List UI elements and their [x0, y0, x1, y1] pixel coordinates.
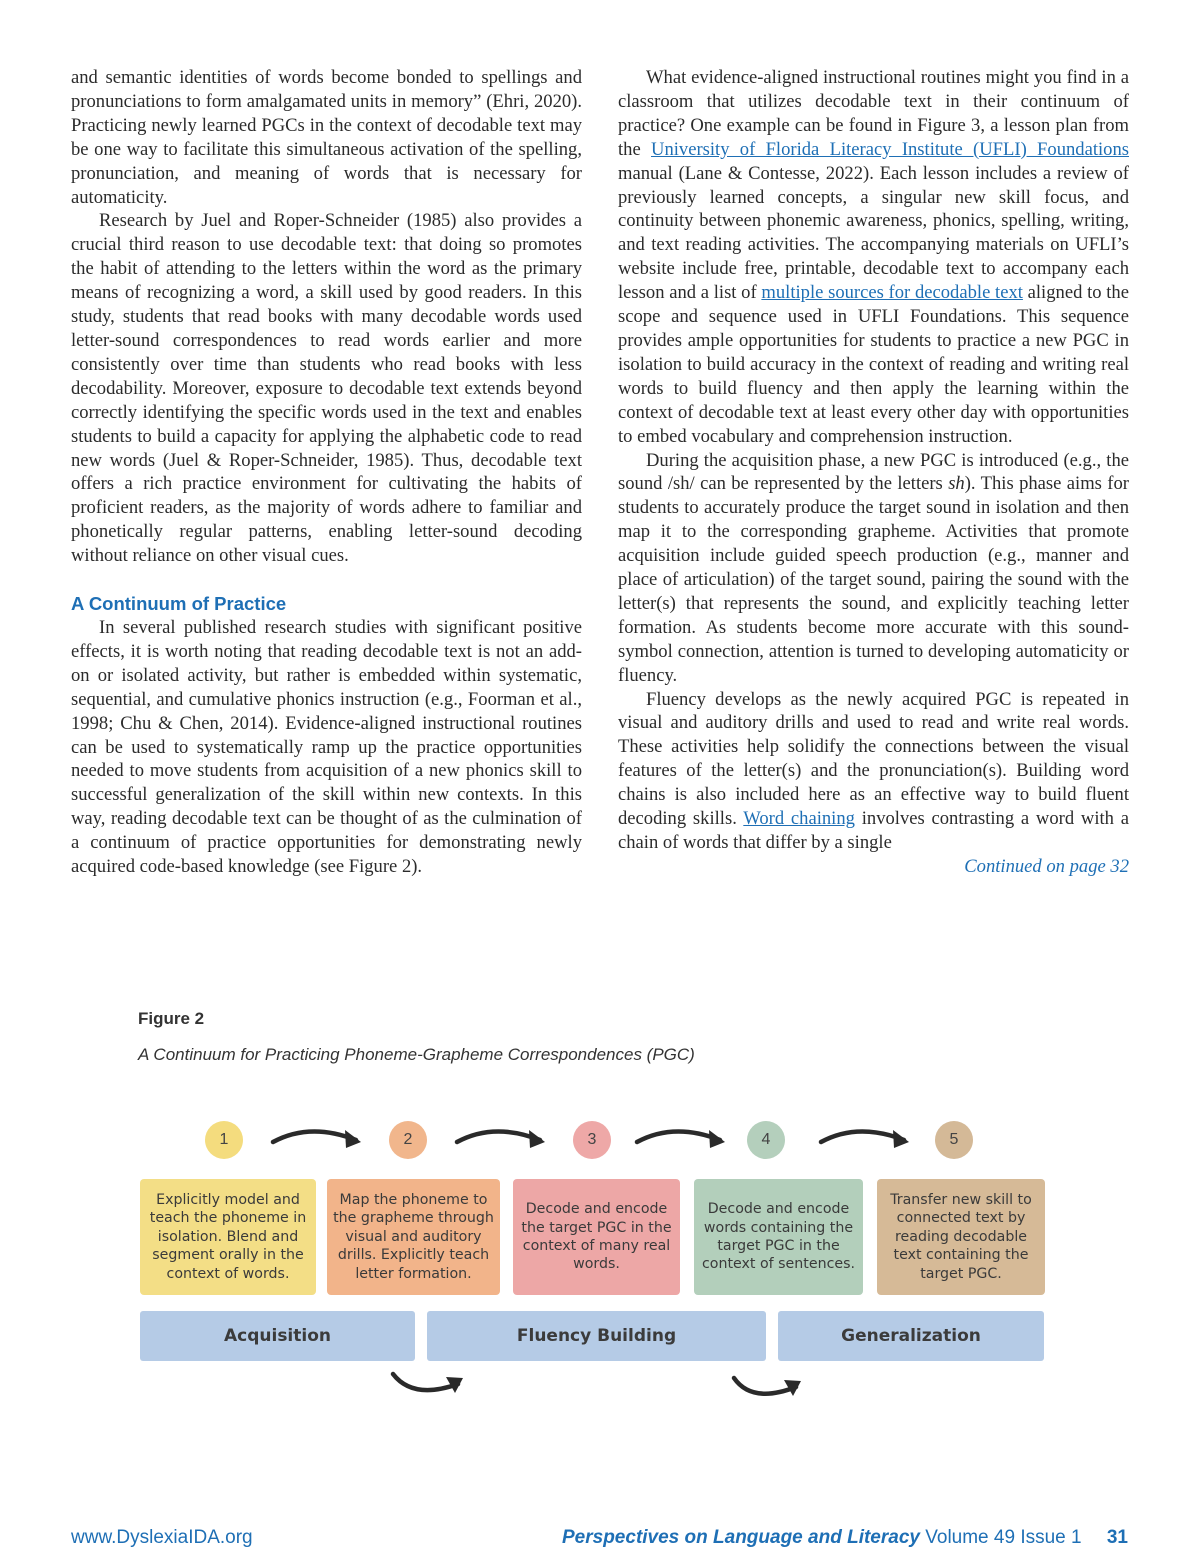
phase-acquisition: Acquisition: [140, 1311, 415, 1361]
curved-arrow-icon: [457, 1131, 540, 1142]
arrowhead-icon: [709, 1130, 725, 1148]
decodable-text-sources-link[interactable]: multiple sources for decodable text: [761, 282, 1023, 304]
step-number-3: 3: [573, 1121, 611, 1159]
arrowhead-icon: [893, 1130, 909, 1148]
arrowhead-icon: [345, 1130, 361, 1148]
paragraph: and semantic identities of words become bonded to spellings and pronunciations to form amalgamated units in memory” (Ehri, 2020). Practicing newly learned PGCs in the context of decodable text may be one way to facilitate this simultaneous activation of the spelling, pronunciation, and meaning of words that is necessary for automaticity.: [71, 67, 582, 208]
step-number-2: 2: [389, 1121, 427, 1159]
curved-arrow-icon: [637, 1131, 720, 1142]
continued-note: Continued on page 32: [964, 855, 1129, 877]
arrowhead-icon: [446, 1377, 463, 1393]
step-number-4: 4: [747, 1121, 785, 1159]
ufli-foundations-link[interactable]: University of Florida Literacy Institute (UFLI) Foundations: [651, 138, 1129, 160]
curved-arrow-icon: [821, 1131, 904, 1142]
step-box-2: Map the phoneme to the grapheme through visual and auditory drills. Explicitly teach letter formation.: [327, 1179, 500, 1295]
arrowhead-icon: [529, 1130, 545, 1148]
phase-fluency-building: Fluency Building: [427, 1311, 766, 1361]
paragraph: Research by Juel and Roper-Schneider (1985) also provides a crucial third reason to use decodable text: that doing so promotes the habit of attending to the letters within the word as the primary means of recognizing a word, a skill used by good readers. In this study, students that read books with many decodable words used letter-sound correspondences to read words earlier and more consistently over time than students who read books with less decodability. Moreover, exposure to decodable text extends beyond correctly identifying the specific words used in the text and enables students to build a capacity for applying the alphabetic code to read new words (Juel & Roper-Schneider, 1985). Thus, decodable text offers a rich practice environment for cultivating the habits of proficient readers, as the majority of words adhere to familiar and phonetically regular patterns, enabling letter-sound decoding without reliance on other visual cues.: [71, 210, 582, 567]
arrowhead-icon: [784, 1380, 801, 1396]
step-box-4: Decode and encode words containing the target PGC in the context of sentences.: [694, 1179, 863, 1295]
word-chaining-link[interactable]: Word chaining: [743, 808, 855, 830]
paragraph: Fluency develops as the newly acquired PGC is repeated in visual and auditory drills and used to read and write real words. These activities help solidify the connections between the visual features of the letter(s) and the pronunciation(s). Building word chains is also included here as an effective way to build fluent decoding skills. Word chaining involves contrasting a word with a chain of words that differ by a single: [618, 688, 1129, 853]
paragraph: During the acquisition phase, a new PGC is introduced (e.g., the sound /sh/ can be represented by the letters sh). This phase aims for students to accurately produce the target sound in isolation and then map it to the corresponding grapheme. Activities that promote acquisition include guided speech production (e.g., manner and place of articulation) of the target sound, pairing the sound with the letter(s) that represents the sound, and explicitly teaching letter formation. As students become more accurate with this sound-symbol connection, attention is turned to developing automaticity or fluency.: [618, 449, 1129, 686]
figure-label: Figure 2: [138, 1009, 205, 1028]
step-box-3: Decode and encode the target PGC in the context of many real words.: [513, 1179, 680, 1295]
curved-arrow-icon: [734, 1378, 796, 1394]
journal-title: Perspectives on Language and Literacy: [562, 1527, 920, 1548]
step-box-5: Transfer new skill to connected text by reading decodable text containing the target PGC.: [877, 1179, 1045, 1295]
step-number-5: 5: [935, 1121, 973, 1159]
section-heading: A Continuum of Practice: [71, 593, 287, 615]
curved-arrow-icon: [393, 1374, 458, 1390]
paragraph: In several published research studies with significant positive effects, it is worth noting that reading decodable text is not an add-on or isolated activity, but rather is embedded within systematic, sequential, and cumulative phonics instruction (e.g., Foorman et al., 1998; Chu & Chen, 2014). Evidence-aligned instructional routines can be used to systematically ramp up the practice opportunities needed to move students from acquisition of a new phonics skill to successful generalization of the skill within new contexts. In this way, reading decodable text can be thought of as the culmination of a continuum of practice opportunities for demonstrating newly acquired code-based knowledge (see Figure 2).: [71, 617, 582, 878]
step-box-1: Explicitly model and teach the phoneme in isolation. Blend and segment orally in the context of words.: [140, 1179, 316, 1295]
right-column: [618, 66, 1129, 879]
website-link[interactable]: www.DyslexiaIDA.org: [71, 1527, 253, 1548]
page-number: 31: [1106, 1527, 1128, 1548]
curved-arrow-icon: [273, 1131, 356, 1142]
journal-footer: [562, 1527, 1128, 1549]
phase-generalization: Generalization: [778, 1311, 1044, 1361]
step-number-1: 1: [205, 1121, 243, 1159]
paragraph: What evidence-aligned instructional routines might you find in a classroom that utilizes decodable text in their continuum of practice? One example can be found in Figure 3, a lesson plan from the University of Florida Literacy Institute (UFLI) Foundations manual (Lane & Contesse, 2022). Each lesson includes a review of previously learned concepts, a singular new skill focus, and continuity between phonemic awareness, phonics, spelling, writing, and text reading activities. The accompanying materials on UFLI’s website include free, printable, decodable text to accompany each lesson and a list of multiple sources for decodable text aligned to the scope and sequence used in UFLI Foundations. This sequence provides ample opportunities for students to practice a new PGC in isolation to build accuracy in the context of reading and writing real words to build fluency and then apply the learning within the context of decodable text at least every other day with opportunities to embed vocabulary and comprehension instruction.: [618, 67, 1129, 447]
figure-caption: A Continuum for Practicing Phoneme-Grapheme Correspondences (PGC): [138, 1045, 695, 1064]
left-column: [71, 66, 582, 879]
journal-issue: Volume 49 Issue 1: [925, 1527, 1082, 1548]
